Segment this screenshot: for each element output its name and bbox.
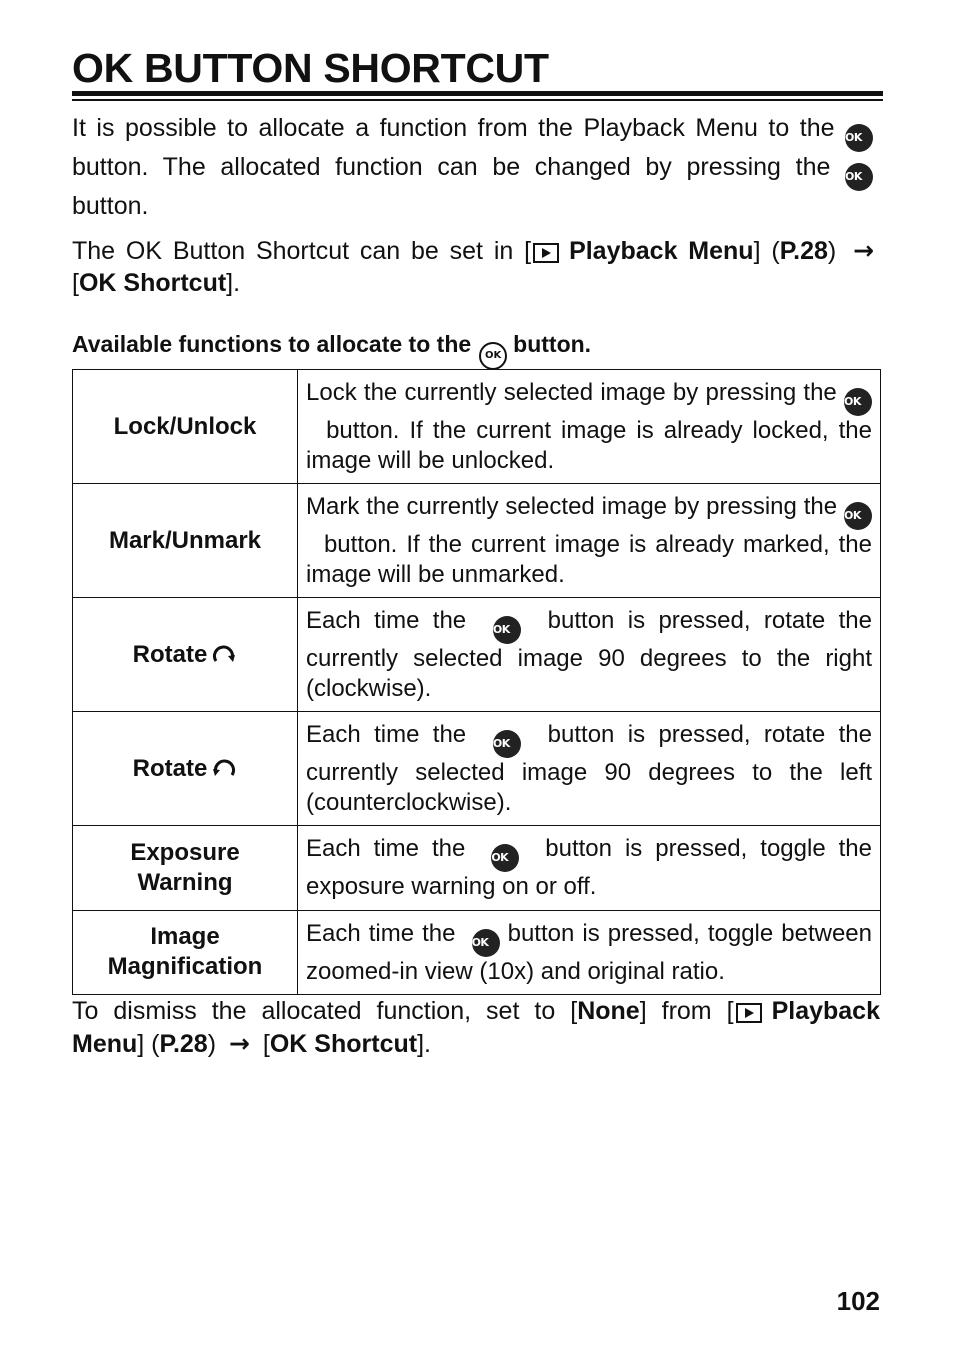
setting-page-open: ] ( bbox=[753, 237, 780, 265]
setting-menu: Playback Menu bbox=[569, 237, 754, 265]
ok-button-icon: OK bbox=[493, 730, 521, 758]
dismiss-mid: ] from [ bbox=[639, 997, 734, 1025]
desc-text: button is pressed, toggle the exposure warning on or off. bbox=[306, 835, 873, 900]
subheading-text-after: button. bbox=[513, 331, 592, 357]
function-name bbox=[73, 826, 298, 911]
title-rule-thick bbox=[72, 91, 883, 96]
arrow-icon: → bbox=[229, 1028, 250, 1058]
function-name-line1: Image bbox=[150, 923, 220, 951]
dismiss-prefix: To dismiss the allocated function, set to [ bbox=[72, 997, 578, 1025]
ok-button-icon: OK bbox=[844, 502, 872, 530]
desc-text: Mark the currently selected image by pressing the bbox=[306, 493, 838, 520]
function-name-text: Lock/Unlock bbox=[113, 412, 257, 440]
rotate-left-icon bbox=[211, 754, 237, 780]
play-icon bbox=[533, 243, 559, 263]
desc-text: button is pressed, rotate the currently selected image 90 degrees to the left (counterclockwise). bbox=[306, 721, 872, 816]
setting-prefix: The OK Button Shortcut can be set in [ bbox=[72, 237, 532, 265]
function-name-text: Mark/Unmark bbox=[108, 526, 262, 554]
dismiss-menu: Playback Menu bbox=[72, 997, 880, 1058]
functions-table bbox=[72, 369, 881, 995]
play-icon bbox=[736, 1003, 762, 1023]
dismiss-none: None bbox=[577, 997, 640, 1025]
ok-button-icon: OK bbox=[844, 388, 872, 416]
function-name-text: Rotate bbox=[132, 754, 208, 782]
dismiss-page-close: ) bbox=[207, 1029, 217, 1058]
intro-text-2: button. The allocated function can be changed by pressing the bbox=[72, 153, 831, 181]
intro-text-1: It is possible to allocate a function from the Playback Menu to the bbox=[72, 114, 835, 142]
desc-text: Lock the currently selected image by pressing the bbox=[306, 379, 837, 406]
setting-page-ref: P.28 bbox=[779, 237, 828, 265]
desc-text: button is pressed, toggle between zoomed-in view (10x) and original ratio. bbox=[306, 919, 872, 985]
setting-shortcut: OK Shortcut bbox=[78, 268, 227, 297]
function-name bbox=[73, 910, 298, 995]
ok-button-icon: OK bbox=[845, 163, 873, 191]
table-row bbox=[73, 712, 881, 826]
functions-subheading bbox=[72, 329, 591, 370]
dismiss-page-ref: P.28 bbox=[159, 1029, 208, 1058]
function-description bbox=[298, 370, 881, 484]
ok-button-outline-icon: OK bbox=[479, 342, 507, 370]
arrow-icon: → bbox=[853, 236, 875, 265]
function-name bbox=[73, 484, 298, 598]
table-row bbox=[73, 370, 881, 484]
page-title: OK BUTTON SHORTCUT bbox=[72, 45, 549, 91]
ok-button-icon: OK bbox=[845, 124, 873, 152]
table-row bbox=[73, 910, 881, 995]
page-number: 102 bbox=[836, 1286, 880, 1316]
desc-text: Each time the bbox=[306, 607, 467, 634]
setting-bracket-close: ]. bbox=[226, 268, 241, 297]
function-description bbox=[298, 598, 881, 712]
table-row bbox=[73, 826, 881, 911]
setting-page-close: ) bbox=[827, 237, 837, 265]
desc-text: button. If the current image is already locked, the image will be unlocked. bbox=[306, 417, 872, 474]
intro-text-3: button. bbox=[72, 192, 149, 220]
ok-button-icon: OK bbox=[493, 616, 521, 644]
desc-text: Each time the bbox=[306, 919, 456, 947]
setting-paragraph bbox=[72, 235, 880, 299]
desc-text: button is pressed, rotate the currently selected image 90 degrees to the right (clockwise). bbox=[306, 607, 872, 702]
dismiss-bracket-close: ]. bbox=[417, 1029, 431, 1058]
function-description bbox=[298, 826, 881, 911]
function-description bbox=[298, 484, 881, 598]
function-name bbox=[73, 370, 298, 484]
table-row bbox=[73, 598, 881, 712]
dismiss-shortcut: OK Shortcut bbox=[269, 1029, 418, 1058]
function-name-line2: Warning bbox=[137, 868, 233, 896]
function-description bbox=[298, 712, 881, 826]
table-row bbox=[73, 484, 881, 598]
desc-text: Each time the bbox=[306, 721, 467, 748]
function-name bbox=[73, 598, 298, 712]
function-name bbox=[73, 712, 298, 826]
desc-text: button. If the current image is already marked, the image will be unmarked. bbox=[306, 531, 872, 588]
intro-paragraph bbox=[72, 113, 880, 223]
setting-bracket-open: [ bbox=[72, 268, 79, 297]
subheading-text-before: Available functions to allocate to the bbox=[72, 331, 472, 357]
ok-button-icon: OK bbox=[491, 844, 519, 872]
title-rule-thin bbox=[72, 99, 883, 101]
dismiss-paragraph bbox=[72, 996, 880, 1060]
function-description bbox=[298, 910, 881, 995]
function-name-line1: Exposure bbox=[130, 838, 240, 866]
function-name-line2: Magnification bbox=[107, 953, 263, 981]
function-name-text: Rotate bbox=[132, 640, 208, 668]
desc-text: Each time the bbox=[306, 835, 466, 862]
dismiss-bracket-open: [ bbox=[262, 1029, 270, 1058]
rotate-right-icon bbox=[211, 640, 237, 666]
ok-button-icon: OK bbox=[472, 929, 500, 957]
dismiss-page-open: ] ( bbox=[137, 1029, 160, 1058]
